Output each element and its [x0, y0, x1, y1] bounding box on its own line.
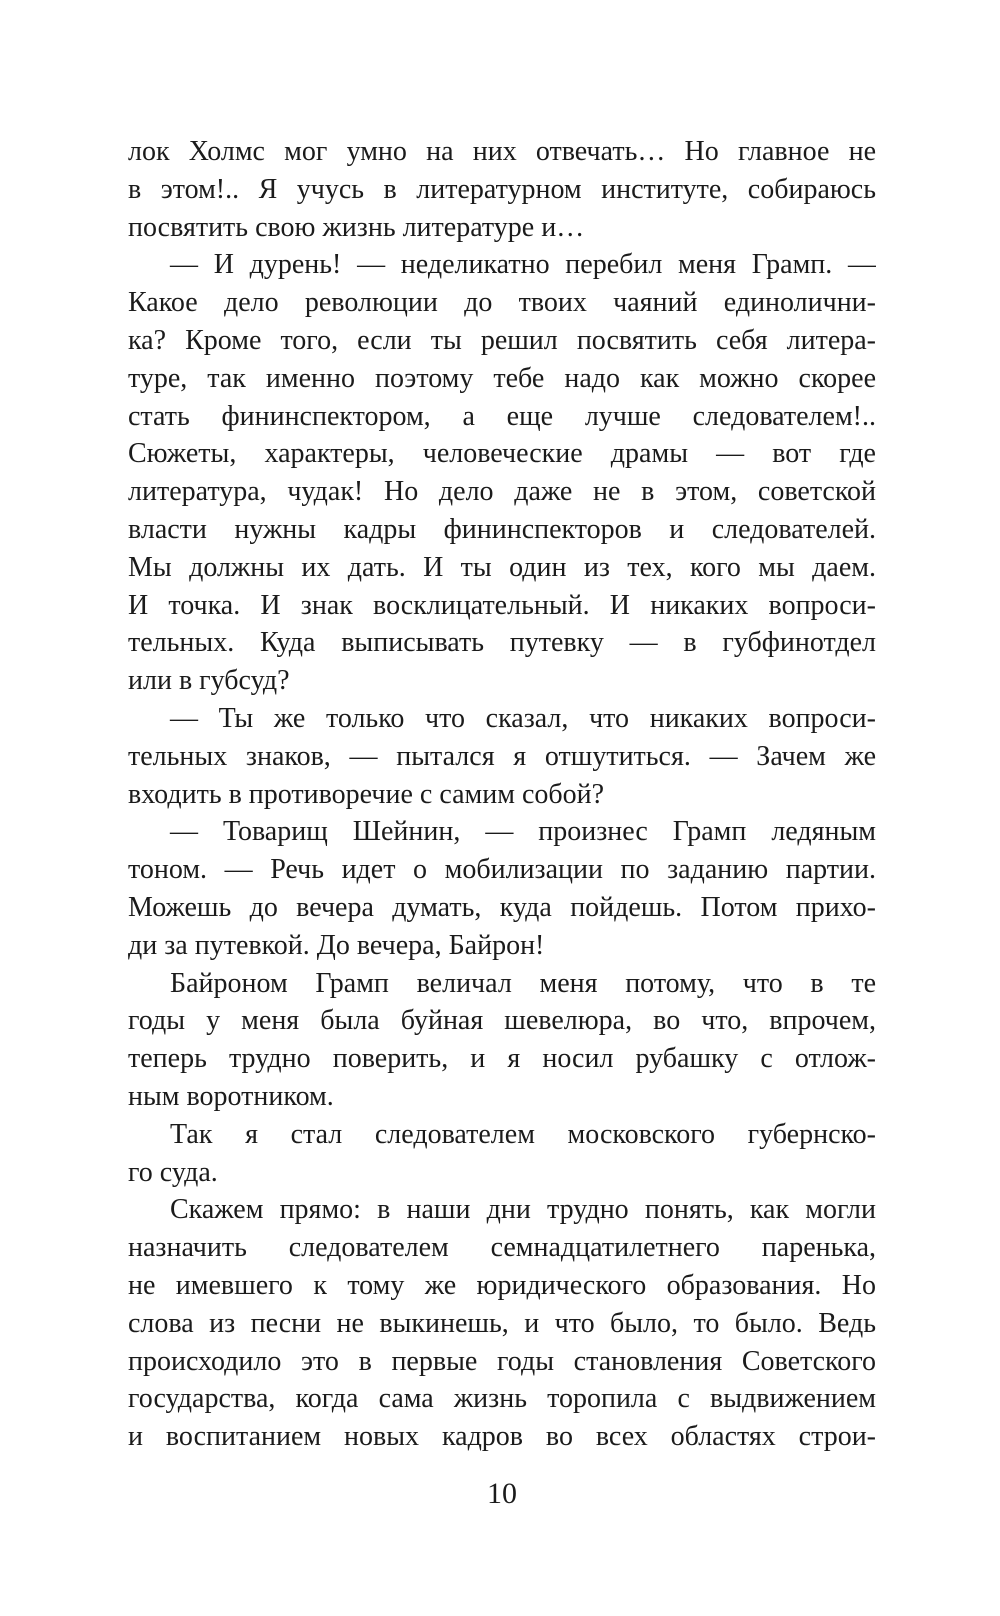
text-line: Сюжеты, характеры, человеческие драмы — вот где	[128, 438, 876, 470]
text-line: туре, так именно поэтому тебе надо как можно скорее	[128, 362, 876, 394]
text-line: власти нужны кадры фининспекторов и следователей.	[128, 513, 876, 545]
text-line: ным воротником.	[128, 1080, 334, 1112]
text-line: посвятить свою жизнь литературе и…	[128, 211, 585, 243]
text-line: — Ты же только что сказал, что никаких вопроси-	[170, 702, 876, 734]
text-line: Можешь до вечера думать, куда пойдешь. Потом прихо-	[128, 891, 876, 923]
text-line: стать фининспектором, а еще лучше следователем!..	[128, 400, 876, 432]
text-line: Байроном Грамп величал меня потому, что в те	[170, 967, 876, 999]
text-line: лок Холмс мог умно на них отвечать… Но главное не	[128, 136, 876, 167]
text-line: го суда.	[128, 1156, 218, 1188]
text-line: годы у меня была буйная шевелюра, во что, впрочем,	[128, 1005, 876, 1037]
text-line: и воспитанием новых кадров во всех областях строи-	[128, 1421, 876, 1453]
text-line: ка? Кроме того, если ты решил посвятить себя литера-	[128, 324, 876, 356]
text-line: ди за путевкой. До вечера, Байрон!	[128, 929, 545, 961]
text-line: теперь трудно поверить, и я носил рубашку с отлож-	[128, 1043, 876, 1075]
text-line: государства, когда сама жизнь торопила с выдвижением	[128, 1383, 876, 1415]
page-number: 10	[487, 1477, 517, 1510]
text-line: входить в противоречие с самим собой?	[128, 778, 605, 810]
text-line: — И дурень! — неделикатно перебил меня Грамп. —	[170, 249, 876, 281]
text-line: тельных знаков, — пытался я отшутиться. — Зачем же	[128, 740, 876, 772]
text-line: Скажем прямо: в наши дни трудно понять, как могли	[170, 1194, 876, 1226]
page-text-block	[128, 133, 876, 1456]
text-line: не имевшего к тому же юридического образования. Но	[128, 1269, 876, 1301]
text-line: литература, чудак! Но дело даже не в этом, советской	[128, 476, 876, 508]
text-line: И точка. И знак восклицательный. И никаких вопроси-	[128, 589, 876, 621]
text-line: Мы должны их дать. И ты один из тех, кого мы даем.	[128, 551, 876, 583]
text-line: Так я стал следователем московского губернско-	[170, 1118, 876, 1150]
text-line: тельных. Куда выписывать путевку — в губфинотдел	[128, 627, 876, 659]
text-line: происходило это в первые годы становления Советского	[128, 1345, 876, 1377]
text-line: тоном. — Речь идет о мобилизации по заданию партии.	[128, 854, 876, 886]
text-line: слова из песни не выкинешь, и что было, то было. Ведь	[128, 1307, 876, 1339]
text-line: — Товарищ Шейнин, — произнес Грамп ледяным	[170, 816, 876, 848]
text-line: Какое дело революции до твоих чаяний единолични-	[128, 287, 876, 319]
text-line: или в губсуд?	[128, 665, 290, 697]
text-line: назначить следователем семнадцатилетнего паренька,	[128, 1232, 876, 1264]
text-line: в этом!.. Я учусь в литературном институте, собираюсь	[128, 173, 876, 205]
